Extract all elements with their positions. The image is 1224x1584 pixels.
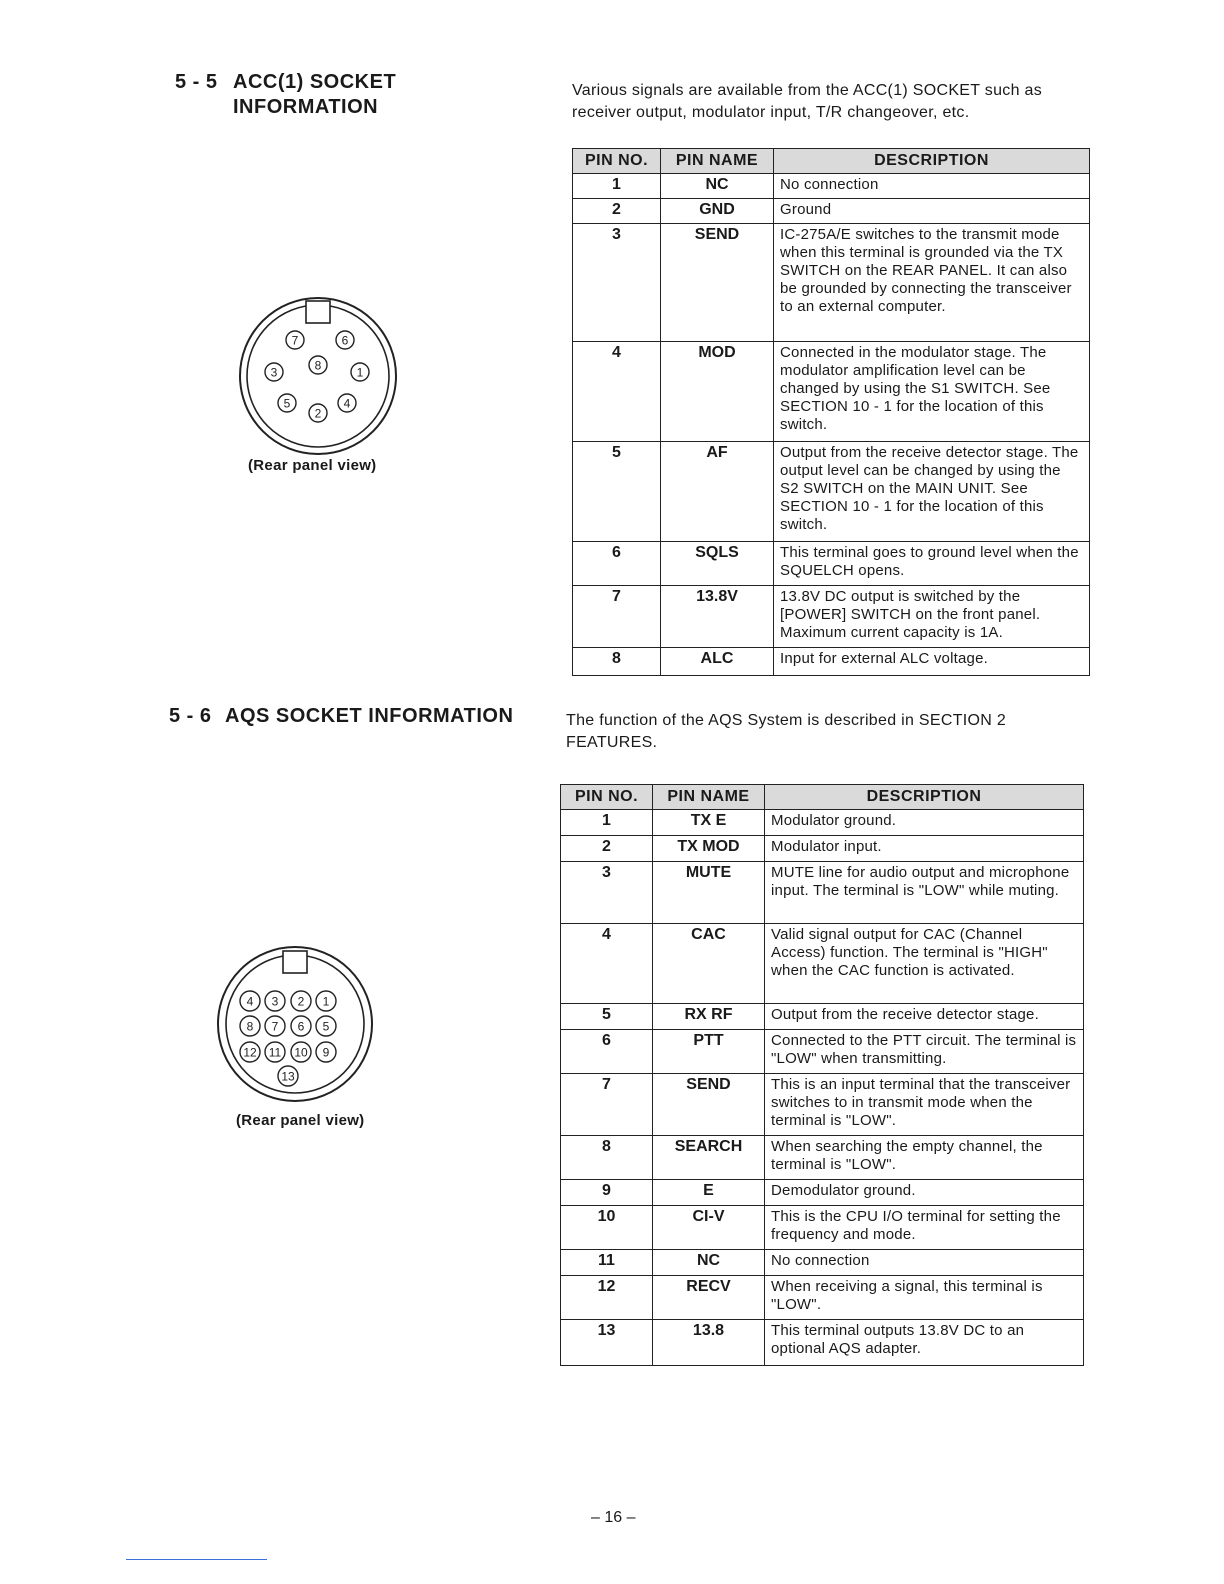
table-row bbox=[573, 648, 1090, 676]
aqs-socket-diagram bbox=[215, 944, 375, 1104]
pin-name-cell: ALC bbox=[661, 648, 774, 676]
table-row bbox=[561, 836, 1084, 862]
pin-number-cell: 3 bbox=[561, 862, 653, 924]
socket-pin-label: 11 bbox=[268, 1045, 282, 1060]
pin-description-cell: Valid signal output for CAC (Channel Access) function. The terminal is "HIGH" when the CAC function is activated. bbox=[765, 924, 1084, 1004]
aqs-socket-caption: (Rear panel view) bbox=[236, 1112, 365, 1129]
pin-description-cell: Ground bbox=[774, 199, 1090, 224]
pin-number-cell: 3 bbox=[573, 224, 661, 342]
table-row bbox=[561, 1004, 1084, 1030]
socket-pin-label: 2 bbox=[297, 994, 305, 1009]
table-row bbox=[561, 924, 1084, 1004]
pin-description-cell: MUTE line for audio output and microphone input. The terminal is "LOW" while muting. bbox=[765, 862, 1084, 924]
pin-number-cell: 12 bbox=[561, 1276, 653, 1320]
pin-name-cell: 13.8V bbox=[661, 586, 774, 648]
pin-description-cell: Modulator ground. bbox=[765, 810, 1084, 836]
pin-number-cell: 2 bbox=[561, 836, 653, 862]
table-header-row bbox=[561, 785, 1084, 810]
table-row bbox=[561, 1320, 1084, 1366]
section-5-6-heading bbox=[169, 704, 513, 729]
pin-name-cell: MUTE bbox=[653, 862, 765, 924]
pin-description-cell: Output from the receive detector stage. The output level can be changed by using the S2 SWITCH on the MAIN UNIT. See SECTION 10 - 1 for the location of this switch. bbox=[774, 442, 1090, 542]
pin-name-cell: 13.8 bbox=[653, 1320, 765, 1366]
pin-name-cell: PTT bbox=[653, 1030, 765, 1074]
socket-pin-label: 1 bbox=[356, 365, 364, 380]
header-description: DESCRIPTION bbox=[765, 785, 1084, 810]
pin-number-cell: 5 bbox=[561, 1004, 653, 1030]
pin-number-cell: 1 bbox=[561, 810, 653, 836]
socket-pin-label: 4 bbox=[343, 396, 351, 411]
pin-description-cell: Input for external ALC voltage. bbox=[774, 648, 1090, 676]
pin-name-cell: TX E bbox=[653, 810, 765, 836]
acc1-socket-pins bbox=[265, 331, 369, 422]
section-title-line2: INFORMATION bbox=[233, 96, 379, 118]
pin-name-cell: AF bbox=[661, 442, 774, 542]
table-row bbox=[561, 1276, 1084, 1320]
socket-pin-label: 7 bbox=[291, 333, 299, 348]
table-row bbox=[573, 224, 1090, 342]
pin-number-cell: 10 bbox=[561, 1206, 653, 1250]
pin-description-cell: Connected in the modulator stage. The modulator amplification level can be changed by using the S1 SWITCH. See SECTION 10 - 1 for the location of this switch. bbox=[774, 342, 1090, 442]
pin-description-cell: When receiving a signal, this terminal is "LOW". bbox=[765, 1276, 1084, 1320]
pin-number-cell: 9 bbox=[561, 1180, 653, 1206]
socket-pin-label: 1 bbox=[322, 994, 330, 1009]
pin-number-cell: 5 bbox=[573, 442, 661, 542]
pin-description-cell: No connection bbox=[765, 1250, 1084, 1276]
pin-description-cell: IC-275A/E switches to the transmit mode when this terminal is grounded via the TX SWITCH on the REAR PANEL. It can also be grounded by connecting the transceiver to an external computer. bbox=[774, 224, 1090, 342]
pin-number-cell: 8 bbox=[573, 648, 661, 676]
socket-pin-label: 13 bbox=[281, 1069, 295, 1084]
table-row bbox=[561, 1030, 1084, 1074]
pin-description-cell: No connection bbox=[774, 174, 1090, 199]
table-row bbox=[561, 1136, 1084, 1180]
section-5-5-heading bbox=[175, 70, 396, 120]
section-number: 5 - 5 bbox=[175, 71, 218, 93]
pin-name-cell: GND bbox=[661, 199, 774, 224]
acc1-pin-table bbox=[572, 148, 1090, 676]
pin-number-cell: 4 bbox=[573, 342, 661, 442]
pin-description-cell: Modulator input. bbox=[765, 836, 1084, 862]
table-row bbox=[573, 342, 1090, 442]
table-row bbox=[573, 542, 1090, 586]
pin-description-cell: This terminal outputs 13.8V DC to an optional AQS adapter. bbox=[765, 1320, 1084, 1366]
socket-pin-label: 9 bbox=[322, 1045, 330, 1060]
header-pin-name: PIN NAME bbox=[653, 785, 765, 810]
acc1-socket-caption: (Rear panel view) bbox=[248, 457, 377, 474]
table-row bbox=[561, 862, 1084, 924]
pin-description-cell: Output from the receive detector stage. bbox=[765, 1004, 1084, 1030]
socket-pin-label: 2 bbox=[314, 406, 322, 421]
pin-number-cell: 8 bbox=[561, 1136, 653, 1180]
table-header-row bbox=[573, 149, 1090, 174]
table-row bbox=[561, 810, 1084, 836]
pin-number-cell: 6 bbox=[561, 1030, 653, 1074]
pin-name-cell: SEARCH bbox=[653, 1136, 765, 1180]
socket-pin-label: 12 bbox=[243, 1045, 257, 1060]
pin-name-cell: CAC bbox=[653, 924, 765, 1004]
socket-pin-label: 5 bbox=[283, 396, 291, 411]
table-row bbox=[573, 586, 1090, 648]
section-5-5-intro: Various signals are available from the ACC(1) SOCKET such as receiver output, modulator input, T/R changeover, etc. bbox=[572, 82, 1043, 121]
pin-name-cell: SQLS bbox=[661, 542, 774, 586]
socket-pin-label: 5 bbox=[322, 1019, 330, 1034]
pin-name-cell: CI-V bbox=[653, 1206, 765, 1250]
socket-pin-label: 7 bbox=[271, 1019, 279, 1034]
pin-name-cell: SEND bbox=[661, 224, 774, 342]
pin-description-cell: This is an input terminal that the transceiver switches to in transmit mode when the terminal is "LOW". bbox=[765, 1074, 1084, 1136]
socket-pin-label: 8 bbox=[246, 1019, 254, 1034]
pin-name-cell: MOD bbox=[661, 342, 774, 442]
section-title: AQS SOCKET INFORMATION bbox=[225, 705, 514, 727]
socket-pin-label: 3 bbox=[271, 994, 279, 1009]
header-pin-name: PIN NAME bbox=[661, 149, 774, 174]
header-description: DESCRIPTION bbox=[774, 149, 1090, 174]
socket-pin-label: 8 bbox=[314, 358, 322, 373]
socket-pin-label: 10 bbox=[294, 1045, 308, 1060]
pin-number-cell: 7 bbox=[573, 586, 661, 648]
table-row bbox=[561, 1180, 1084, 1206]
pin-name-cell: SEND bbox=[653, 1074, 765, 1136]
socket-pin-label: 6 bbox=[297, 1019, 305, 1034]
pin-number-cell: 1 bbox=[573, 174, 661, 199]
acc1-table-body bbox=[573, 174, 1090, 676]
pin-name-cell: NC bbox=[661, 174, 774, 199]
pin-name-cell: RECV bbox=[653, 1276, 765, 1320]
pin-description-cell: 13.8V DC output is switched by the [POWER] SWITCH on the front panel. Maximum current capacity is 1A. bbox=[774, 586, 1090, 648]
section-title-line1: ACC(1) SOCKET bbox=[233, 71, 397, 93]
aqs-socket-pins bbox=[240, 991, 336, 1086]
pin-description-cell: This terminal goes to ground level when the SQUELCH opens. bbox=[774, 542, 1090, 586]
aqs-pin-table bbox=[560, 784, 1084, 1366]
pin-number-cell: 11 bbox=[561, 1250, 653, 1276]
pin-number-cell: 6 bbox=[573, 542, 661, 586]
table-row bbox=[573, 199, 1090, 224]
pin-description-cell: Connected to the PTT circuit. The terminal is "LOW" when transmitting. bbox=[765, 1030, 1084, 1074]
section-5-6-intro: The function of the AQS System is described in SECTION 2 FEATURES. bbox=[566, 712, 1007, 751]
table-row bbox=[561, 1206, 1084, 1250]
socket-pin-label: 3 bbox=[270, 365, 278, 380]
pin-description-cell: This is the CPU I/O terminal for setting the frequency and mode. bbox=[765, 1206, 1084, 1250]
footer-rule bbox=[126, 1559, 267, 1560]
header-pin-no: PIN NO. bbox=[561, 785, 653, 810]
socket-pin-label: 6 bbox=[341, 333, 349, 348]
pin-number-cell: 7 bbox=[561, 1074, 653, 1136]
table-row bbox=[573, 442, 1090, 542]
header-pin-no: PIN NO. bbox=[573, 149, 661, 174]
pin-number-cell: 2 bbox=[573, 199, 661, 224]
acc1-socket-diagram bbox=[237, 295, 399, 457]
table-row bbox=[561, 1074, 1084, 1136]
page-number: – 16 – bbox=[591, 1509, 636, 1526]
pin-name-cell: RX RF bbox=[653, 1004, 765, 1030]
pin-name-cell: TX MOD bbox=[653, 836, 765, 862]
pin-number-cell: 4 bbox=[561, 924, 653, 1004]
pin-description-cell: When searching the empty channel, the terminal is "LOW". bbox=[765, 1136, 1084, 1180]
table-row bbox=[561, 1250, 1084, 1276]
pin-name-cell: E bbox=[653, 1180, 765, 1206]
aqs-table-body bbox=[561, 810, 1084, 1366]
socket-pin-label: 4 bbox=[246, 994, 254, 1009]
section-number: 5 - 6 bbox=[169, 705, 212, 727]
table-row bbox=[573, 174, 1090, 199]
pin-description-cell: Demodulator ground. bbox=[765, 1180, 1084, 1206]
pin-name-cell: NC bbox=[653, 1250, 765, 1276]
pin-number-cell: 13 bbox=[561, 1320, 653, 1366]
